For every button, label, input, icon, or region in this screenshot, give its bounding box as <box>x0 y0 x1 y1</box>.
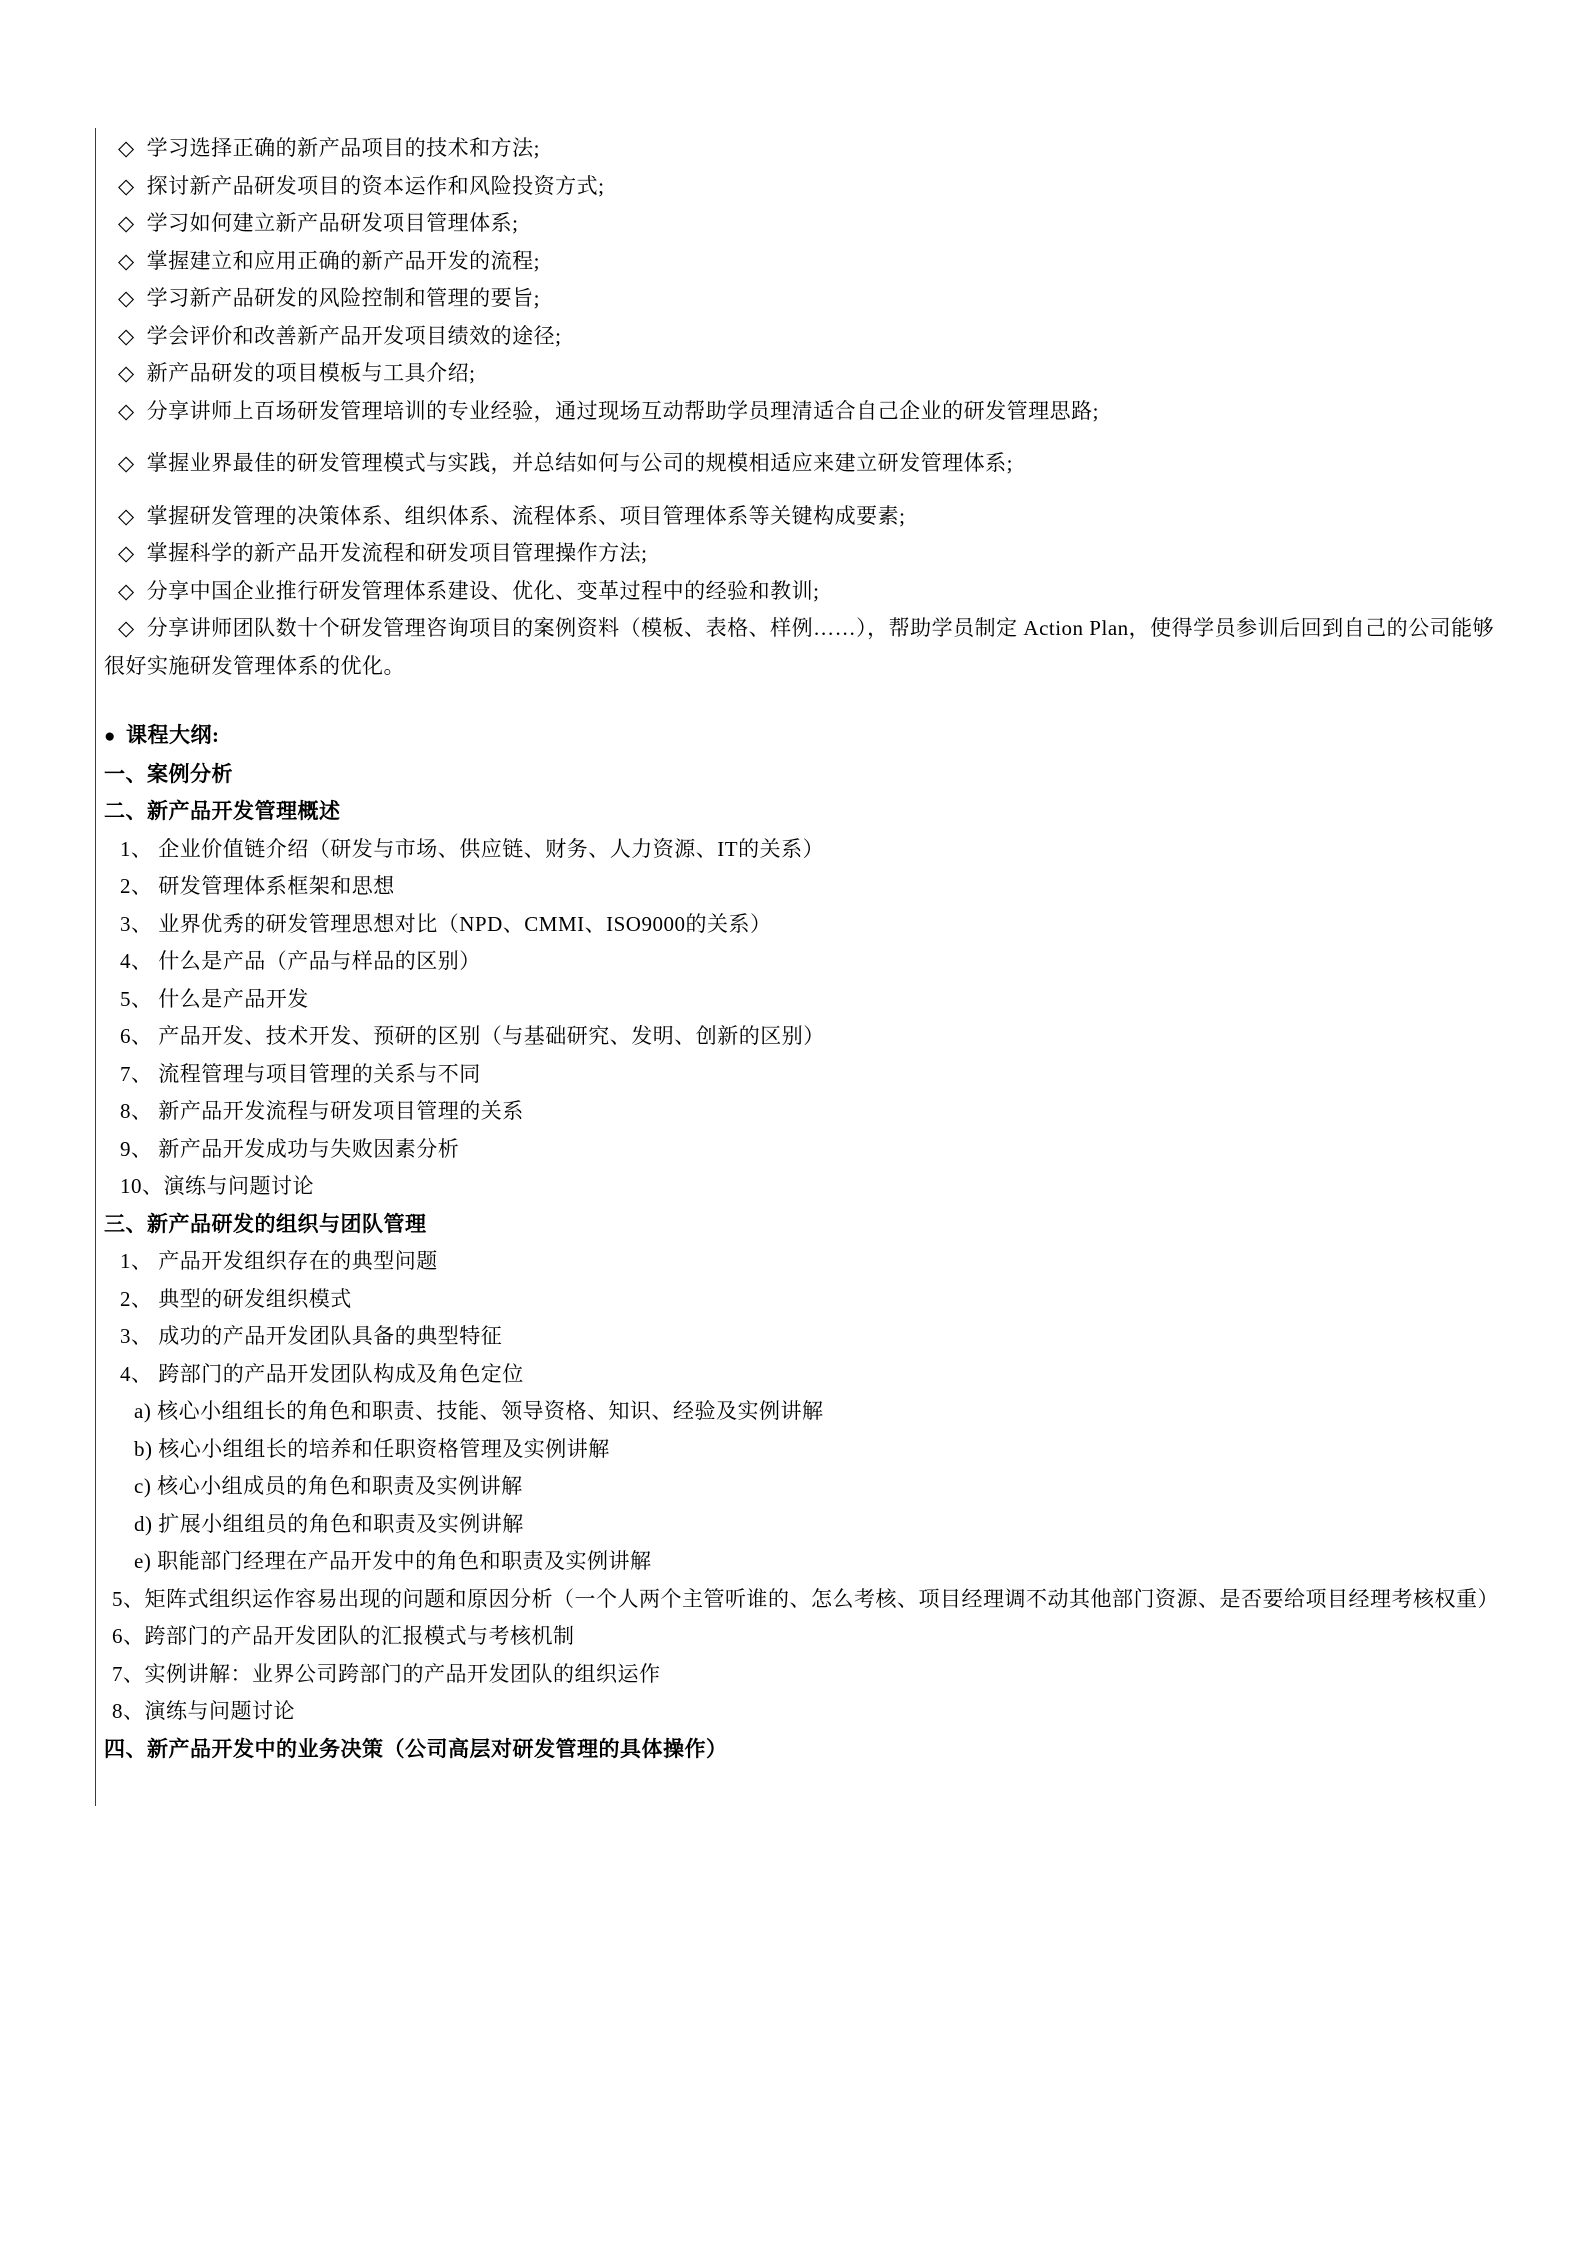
list-item-text: 掌握研发管理的决策体系、组织体系、流程体系、项目管理体系等关键构成要素; <box>146 503 906 528</box>
list-item-text: 分享中国企业推行研发管理体系建设、优化、变革过程中的经验和教训; <box>146 578 820 603</box>
list-item-text: 掌握业界最佳的研发管理模式与实践，并总结如何与公司的规模相适应来建立研发管理体系; <box>146 451 1013 475</box>
diamond-bullet-icon: ◇ <box>118 578 135 603</box>
list-item <box>104 205 1500 243</box>
list-item <box>104 130 1500 168</box>
outline-item: 1、 产品开发组织存在的典型问题 <box>120 1249 438 1273</box>
outline-item: 3、 业界优秀的研发管理思想对比（NPD、CMMI、ISO9000的关系） <box>120 911 772 936</box>
outline-item: 5、矩阵式组织运作容易出现的问题和原因分析（一个人两个主管听谁的、怎么考核、项目经理调不动其他部门资源、是否要给项目经理考核权重） <box>112 1586 1499 1611</box>
diamond-bullet-icon: ◇ <box>118 211 135 235</box>
outline-item: 一、案例分析 <box>104 761 233 786</box>
outline-item: 8、演练与问题讨论 <box>112 1699 295 1723</box>
diamond-bullet-icon: ◇ <box>118 503 135 528</box>
outline-item: 2、 典型的研发组织模式 <box>120 1286 352 1311</box>
outline-item: 6、 产品开发、技术开发、预研的区别（与基础研究、发明、创新的区别） <box>120 1024 825 1048</box>
outline-item: 5、 什么是产品开发 <box>120 986 309 1011</box>
outline-item: 6、跨部门的产品开发团队的汇报模式与考核机制 <box>112 1624 575 1648</box>
outline-item: a) 核心小组组长的角色和职责、技能、领导资格、知识、经验及实例讲解 <box>134 1399 824 1423</box>
outline-item: 3、 成功的产品开发团队具备的典型特征 <box>120 1324 503 1348</box>
outline-item: c) 核心小组成员的角色和职责及实例讲解 <box>134 1474 523 1498</box>
list-item <box>104 535 1500 573</box>
diamond-bullet-icon: ◇ <box>118 361 135 385</box>
list-item-text: 学会评价和改善新产品开发项目绩效的途径; <box>146 323 562 348</box>
list-item <box>104 318 1500 356</box>
bullet-dot-icon: ● <box>104 726 116 747</box>
outline-item: 10、演练与问题讨论 <box>120 1174 314 1198</box>
list-item-text: 分享讲师团队数十个研发管理咨询项目的案例资料（模板、表格、样例……），帮助学员制定 Action Plan，使得学员参训后回到自己的公司能够很好实施研发管理体系的优化。 <box>104 616 1495 678</box>
page-content <box>104 130 1500 1768</box>
list-item-text: 学习选择正确的新产品项目的技术和方法; <box>146 136 540 160</box>
list-item-text: 掌握建立和应用正确的新产品开发的流程; <box>146 248 540 273</box>
outline-item: 1、 企业价值链介绍（研发与市场、供应链、财务、人力资源、IT的关系） <box>120 836 825 861</box>
outline-item: 7、 流程管理与项目管理的关系与不同 <box>120 1061 481 1086</box>
diamond-bullet-icon: ◇ <box>118 616 135 640</box>
diamond-bullet-icon: ◇ <box>118 323 135 348</box>
table-left-border <box>95 128 96 1806</box>
list-item <box>104 610 1500 685</box>
outline-item: 8、 新产品开发流程与研发项目管理的关系 <box>120 1099 524 1123</box>
outline-item: 7、实例讲解：业界公司跨部门的产品开发团队的组织运作 <box>112 1661 661 1686</box>
list-item-text: 分享讲师上百场研发管理培训的专业经验，通过现场互动帮助学员理清适合自己企业的研发管理思路; <box>146 398 1099 423</box>
outline-item: 4、 跨部门的产品开发团队构成及角色定位 <box>120 1361 524 1386</box>
outline-item: 9、 新产品开发成功与失败因素分析 <box>120 1136 460 1161</box>
outline-item: 二、新产品开发管理概述 <box>104 799 341 823</box>
diamond-bullet-icon: ◇ <box>118 248 135 273</box>
diamond-bullet-icon: ◇ <box>118 136 135 160</box>
list-item-text: 学习新产品研发的风险控制和管理的要旨; <box>146 286 540 310</box>
outline-item: 三、新产品研发的组织与团队管理 <box>104 1211 427 1236</box>
list-item-text: 掌握科学的新产品开发流程和研发项目管理操作方法; <box>146 541 648 565</box>
diamond-bullet-icon: ◇ <box>118 451 135 475</box>
section-heading <box>104 717 1500 756</box>
outline-item: b) 核心小组组长的培养和任职资格管理及实例讲解 <box>134 1436 610 1461</box>
list-item <box>104 393 1500 431</box>
list-item <box>104 280 1500 318</box>
outline-item: 2、 研发管理体系框架和思想 <box>120 874 395 898</box>
outline-item: 4、 什么是产品（产品与样品的区别） <box>120 949 481 973</box>
list-item <box>104 168 1500 206</box>
list-item <box>104 573 1500 611</box>
section-heading-text: 课程大纲: <box>125 723 220 747</box>
list-item-text: 探讨新产品研发项目的资本运作和风险投资方式; <box>146 173 605 198</box>
list-item-text: 学习如何建立新产品研发项目管理体系; <box>146 211 519 235</box>
list-item-text: 新产品研发的项目模板与工具介绍; <box>146 361 476 385</box>
diamond-bullet-icon: ◇ <box>118 541 135 565</box>
diamond-bullet-icon: ◇ <box>118 286 135 310</box>
diamond-bullet-icon: ◇ <box>118 173 135 198</box>
diamond-bullet-icon: ◇ <box>118 398 135 423</box>
list-item <box>104 445 1500 483</box>
list-item <box>104 355 1500 393</box>
list-item <box>104 243 1500 281</box>
outline-item: 四、新产品开发中的业务决策（公司高层对研发管理的具体操作） <box>104 1736 728 1761</box>
outline-item: e) 职能部门经理在产品开发中的角色和职责及实例讲解 <box>134 1549 652 1573</box>
list-item <box>104 498 1500 536</box>
outline-item: d) 扩展小组组员的角色和职责及实例讲解 <box>134 1511 524 1536</box>
